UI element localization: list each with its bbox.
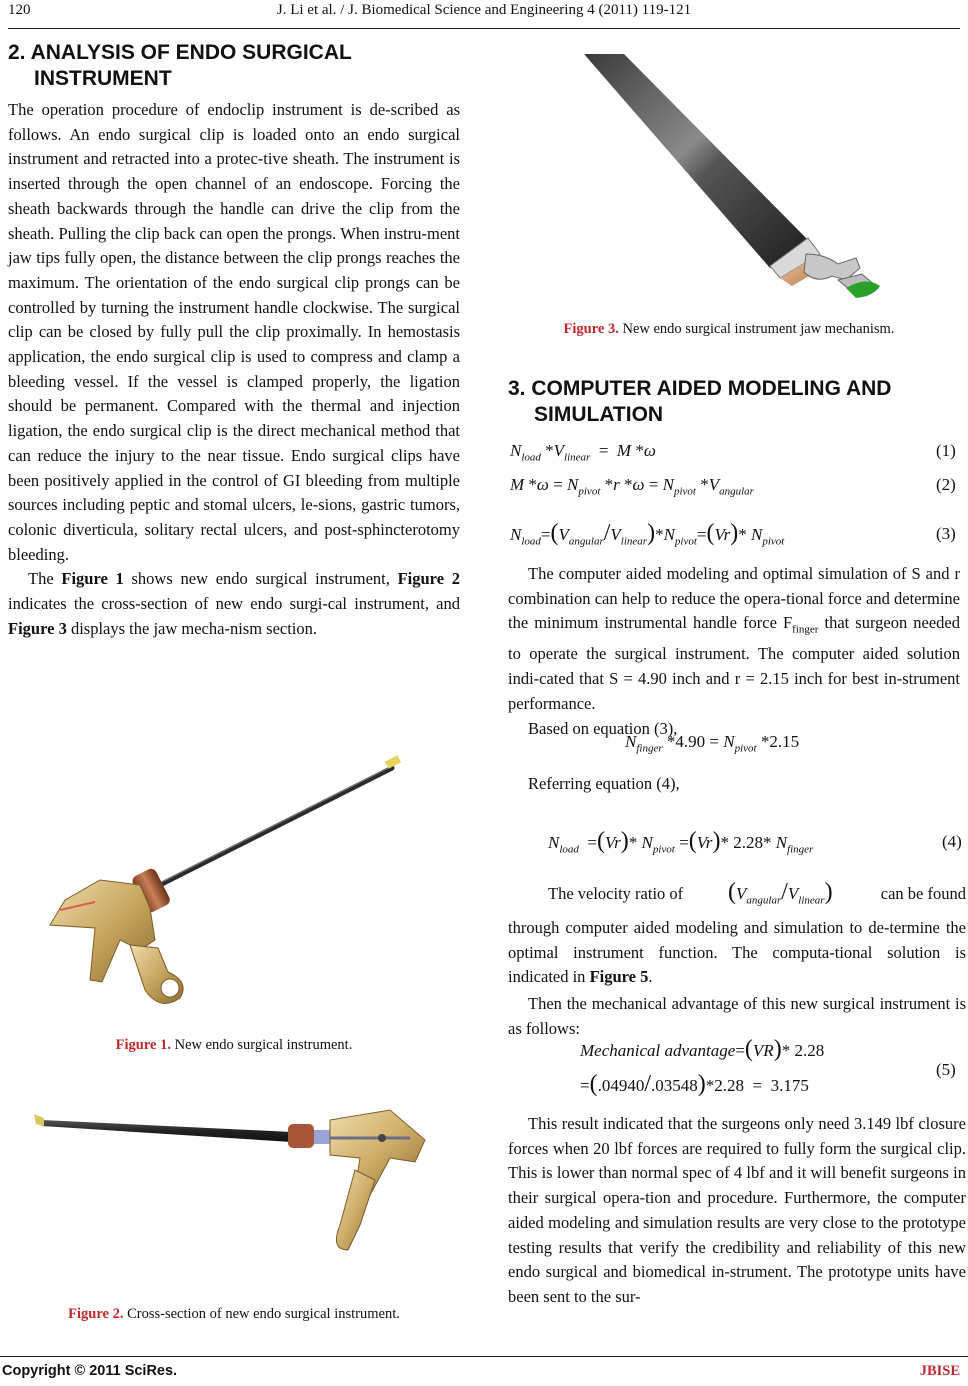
equation-2-number: (2) xyxy=(936,475,956,494)
right-column-text-b xyxy=(508,772,960,797)
figure-2-label: Figure 2. xyxy=(68,1306,124,1322)
equation-3: $N_{load}=(V_{angular}/V_{linear})*N_{pivot}=(Vr)*$ $N_{pivot}$ xyxy=(510,520,785,548)
footer-rule xyxy=(0,1356,968,1357)
running-head xyxy=(8,2,960,26)
figure-ref: Figure 2 xyxy=(397,569,460,589)
figure-ref: Figure 3 xyxy=(8,618,67,638)
paragraph-mechanical-advantage: Then the mechanical advantage of this new surgical instrument is as follows: xyxy=(508,994,966,1038)
paragraph-referring-eq4: Referring equation (4), xyxy=(528,774,680,793)
section-heading-3-line2: SIMULATION xyxy=(534,403,664,426)
figure-1-text: New endo surgical instrument. xyxy=(170,1037,353,1053)
footer-journal: JBISE xyxy=(919,1363,960,1379)
figure-1-image xyxy=(40,750,420,1030)
equation-4: $N_{load} =(Vr)*$ $N_{pivot} =(Vr)*$ 2.28* $N_{finger}$ xyxy=(548,828,814,856)
figure-2-text: Cross-section of new endo surgical instrument. xyxy=(123,1306,400,1322)
page-number: 120 xyxy=(8,2,31,18)
right-column-text-c xyxy=(508,880,966,1042)
paragraph-modeling: The computer aided modeling and optimal simulation of S and r combination can help to reduce the opera-tional force and determine the minimum instrumental handle force $F_{finger}$ that surgeon needed to operate the surgical instrument. The computer aided solution indi-cated that S = 4.90 inch and r = 2.15 inch for best in-strument performance. xyxy=(508,564,961,713)
equation-2: M $*\omega = N_{pivot}$ *r $*\omega = N_{pivot}$ $*V_{angular}$ xyxy=(510,475,754,498)
equation-1-number: (1) xyxy=(936,441,956,460)
velocity-ratio-expression: $(V_{angular}/V_{linear})$ xyxy=(728,879,833,907)
paragraph-figures xyxy=(8,567,460,641)
equation-5-line1: Mechanical advantage=(VR)* 2.28 xyxy=(580,1036,825,1062)
figure-1-caption xyxy=(8,1037,460,1054)
paragraph-velocity-ratio-rest: through computer aided modeling and simulation to de-termine the optimal instrument function. The computa-tional solution is indicated in Figure 5. xyxy=(508,918,966,987)
equation-5-number: (5) xyxy=(936,1060,956,1079)
figure-1-label: Figure 1. xyxy=(115,1037,171,1053)
paragraph-result: This result indicated that the surgeons only need 3.149 lbf closure forces when 20 lbf forces are required to fully form the surgical clip. This is lower than normal spec of 4 lbf and it will benefit surgeons in their surgical opera-tion and procedure. Furthermore, the computer aided modeling and simulation results are very close to the prototype testing results that verify the credibility and reliability of this new endo surgical and biomedical in-strument. The prototype units have been sent to the sur- xyxy=(508,1114,966,1306)
equation-5-line2: =(.04940/.03548)*2.28 = 3.175 xyxy=(580,1071,809,1097)
para-text: indicates the cross-section of new endo surgi-cal instrument, and xyxy=(8,594,460,614)
right-column-text-a xyxy=(508,562,960,741)
figure-ref: Figure 1 xyxy=(61,569,124,589)
paragraph-procedure: The operation procedure of endoclip instrument is de-scribed as follows. An endo surgical clip is loaded onto an endo surgical instrument and retracted into a protec-tive sheath. The instrument is inserted through the open channel of an endoscope. Forcing the sheath backwards through the handle can drive the clip from the sheath. Pulling the clip back can open the prongs. When instru-ment jaw tips fully open, the distance between the clip prongs reaches the maximum. The orientation of the endo surgical clip prongs can be controlled by turning the instrument handle clockwise. The surgical clip can be closed by fully pull the clip proximally. In hemostasis application, the endo surgical clip is used to compress and clamp a bleeding vessel. If the vessel is clamped properly, the ligation should be permanent. Compared with the thermal and injection ligation, the endo surgical clip is the direct mechanical method that can reduce the injury to the near tissue. Endo surgical clips have been positively applied in the control of GI bleeding from multiple sources including peptic and stomal ulcers, le-sions, gastric tumors, colonic diverticula, solitary rectal ulcers, and post-sphincterotomy bleeding. xyxy=(8,100,460,564)
header-rule xyxy=(8,28,960,29)
equation-1: $N_{load}$ $*V_{linear} = M$ *ω xyxy=(510,441,656,464)
left-column xyxy=(8,40,460,641)
equation-finger: $N_{finger}$ $*4.90 = N_{pivot}$ *2.15 xyxy=(625,732,800,755)
figure-3-caption xyxy=(490,321,968,338)
figure-3-text: New endo surgical instrument jaw mechanism. xyxy=(618,321,895,337)
section-heading-3-line1: 3. COMPUTER AIDED MODELING AND xyxy=(508,377,892,400)
footer-copyright: Copyright © 2011 SciRes. xyxy=(2,1363,178,1379)
paragraph-based-on-eq3: Based on equation (3), xyxy=(528,718,678,738)
equation-3-number: (3) xyxy=(936,524,956,543)
section-heading-2 xyxy=(8,40,460,92)
running-title: J. Li et al. / J. Biomedical Science and Engineering 4 (2011) 119-121 xyxy=(276,2,692,18)
para-text: The xyxy=(28,569,62,589)
para-text: shows new endo surgical instrument, xyxy=(123,569,398,589)
section-heading-3 xyxy=(508,376,960,428)
figure-3-label: Figure 3. xyxy=(563,321,619,337)
equation-4-number: (4) xyxy=(942,832,962,851)
para-text: displays the jaw mecha-nism section. xyxy=(66,618,318,638)
right-column-text-d xyxy=(508,1112,966,1310)
figure-3-image xyxy=(570,40,900,310)
section-3-heading-wrap xyxy=(508,376,960,428)
figure-2-caption xyxy=(8,1306,460,1323)
figure-2-image xyxy=(30,1100,450,1300)
section-heading-2-line1: 2. ANALYSIS OF ENDO SURGICAL xyxy=(8,41,352,64)
section-heading-2-line2: INSTRUMENT xyxy=(34,67,172,90)
paragraph-velocity-ratio-line1: The velocity ratio of $(V_{angular}/V_{linear})$ can be found xyxy=(508,880,966,910)
